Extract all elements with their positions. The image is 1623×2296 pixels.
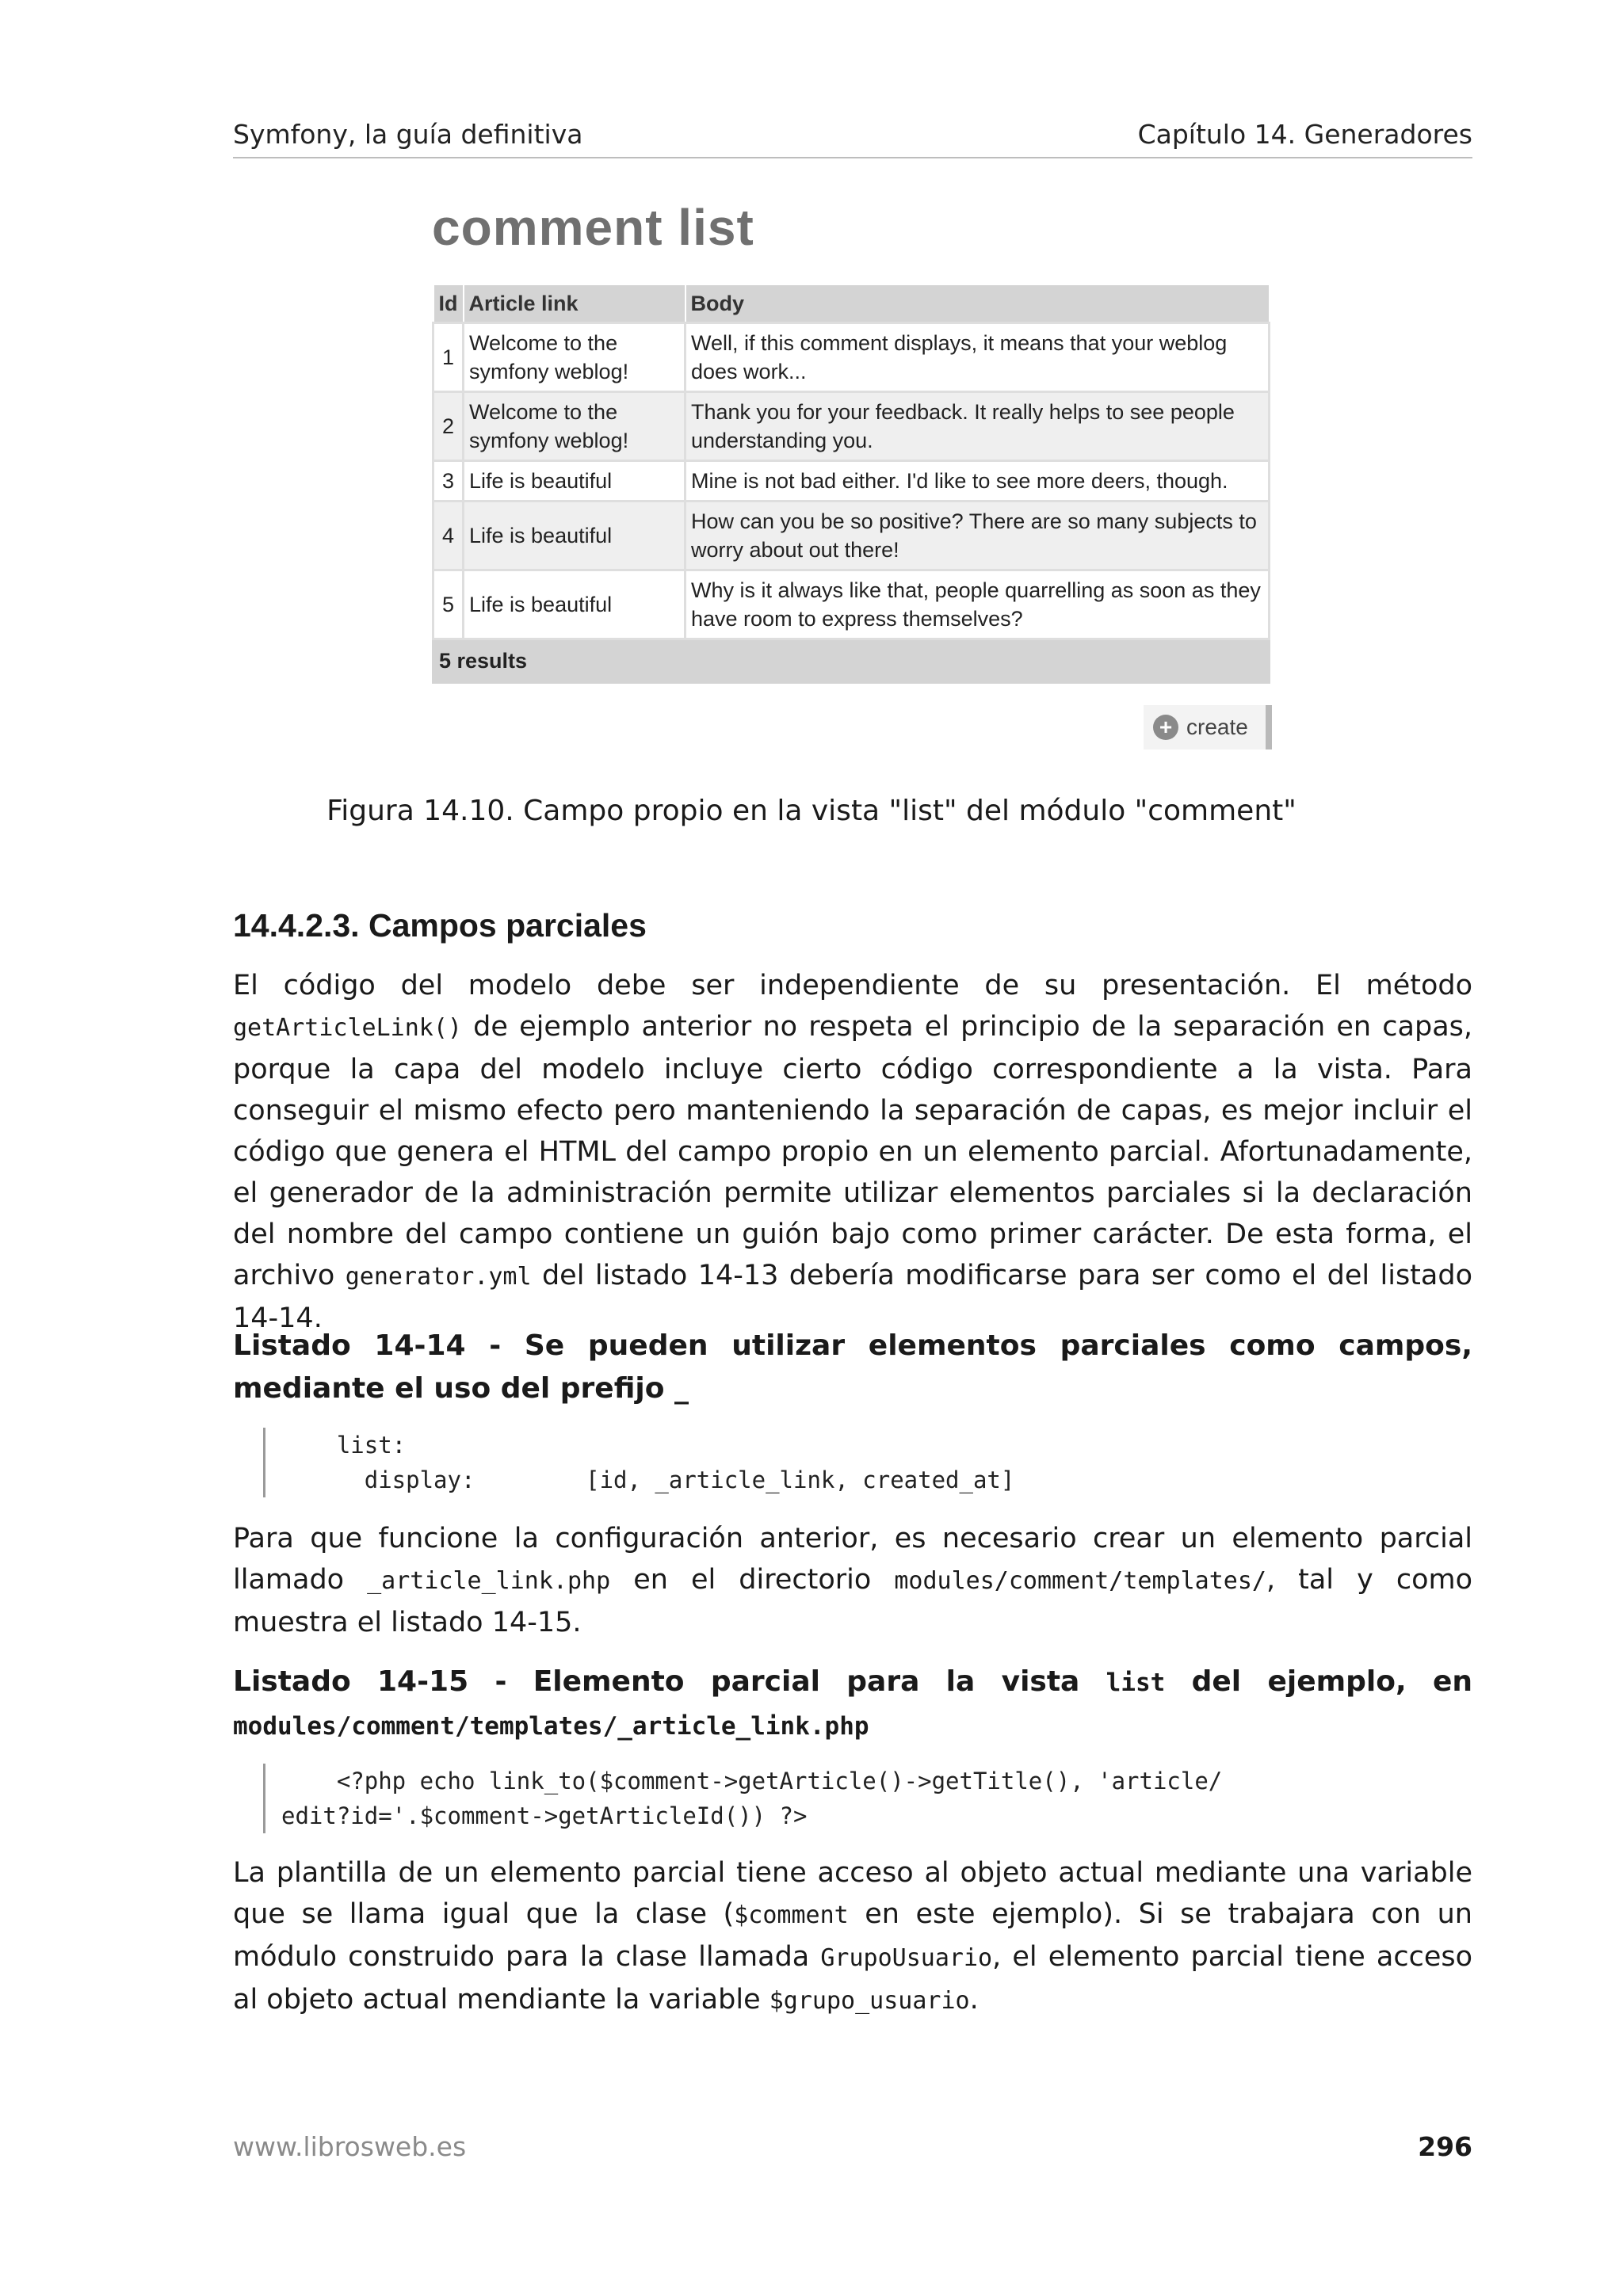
paragraph-intro xyxy=(233,965,1472,1339)
paragraph-text: , tal y como muestra el listado 14-15. xyxy=(233,1564,1472,1638)
table-row xyxy=(433,461,1270,502)
figure-caption: Figura 14.10. Campo propio en la vista "list" del módulo "comment" xyxy=(327,795,1296,827)
paragraph-text: en el directorio xyxy=(610,1564,895,1596)
paragraph-text: de ejemplo anterior no respeta el principio de la separación en capas, porque la capa del modelo incluye cierto código correspondiente a la vista. Para conseguir el mismo efecto pero manteniendo la separación de capas, es mejor incluir el código que genera el HTML del campo propio en un elemento parcial. Afortunadamente, el generador de la administración permite utilizar elementos parciales si la declaración del nombre del campo contiene un guión bajo como primer carácter. De esta forma, el archivo xyxy=(233,1011,1472,1291)
paragraph-text: El código del modelo debe ser independiente de su presentación. El método xyxy=(233,970,1472,1001)
paragraph-partial-variable xyxy=(233,1852,1472,2022)
results-count: 5 results xyxy=(433,639,1270,683)
paragraph-text: . xyxy=(969,1984,979,2016)
paragraph-partial-setup xyxy=(233,1518,1472,1643)
row-id[interactable]: 3 xyxy=(433,461,464,502)
column-header-body[interactable]: Body xyxy=(685,284,1270,323)
create-button-label: create xyxy=(1186,715,1248,739)
row-id[interactable]: 2 xyxy=(433,392,464,461)
row-article-link[interactable]: Welcome to the symfony weblog! xyxy=(464,392,685,461)
row-id[interactable]: 1 xyxy=(433,323,464,392)
table-row xyxy=(433,570,1270,639)
inline-code: getArticleLink() xyxy=(233,1014,462,1042)
header-divider xyxy=(233,157,1472,158)
column-header-id[interactable]: Id xyxy=(433,284,464,323)
results-row xyxy=(433,639,1270,683)
inline-code: list xyxy=(1106,1669,1166,1697)
inline-code: $grupo_usuario xyxy=(769,1987,970,2015)
inline-code: modules/comment/templates/ xyxy=(894,1567,1266,1595)
row-body: Mine is not bad either. I'd like to see more deers, though. xyxy=(685,461,1270,502)
row-body: Well, if this comment displays, it means that your weblog does work... xyxy=(685,323,1270,392)
listing-14-14-title: Listado 14-14 - Se pueden utilizar elementos parciales como campos, mediante el uso del prefijo _ xyxy=(233,1329,1472,1405)
create-button[interactable] xyxy=(1144,705,1272,749)
inline-code: generator.yml xyxy=(345,1263,532,1291)
inline-code: modules/comment/templates/_article_link.php xyxy=(233,1712,869,1741)
row-body: Why is it always like that, people quarrelling as soon as they have room to express themselves? xyxy=(685,570,1270,639)
plus-circle-icon: + xyxy=(1153,715,1178,740)
footer-website[interactable]: www.librosweb.es xyxy=(233,2131,467,2162)
paragraph-text: del listado 14-13 debería modificarse para ser como el del listado 14-14. xyxy=(233,1260,1472,1334)
figure-screenshot xyxy=(432,198,1272,761)
paragraph-text: en este ejemplo). Si se trabajara con un módulo construido para la clase llamada xyxy=(233,1898,1472,1973)
table-row xyxy=(433,392,1270,461)
figure-list-title: comment list xyxy=(432,199,754,256)
table-row xyxy=(433,502,1270,570)
paragraph-text: , el elemento parcial tiene acceso al objeto actual mendiante la variable xyxy=(233,1941,1473,2016)
row-id[interactable]: 4 xyxy=(433,502,464,570)
listing-14-15-title xyxy=(233,1661,1472,1748)
row-article-link[interactable]: Welcome to the symfony weblog! xyxy=(464,323,685,392)
row-article-link[interactable]: Life is beautiful xyxy=(464,461,685,502)
row-id[interactable]: 5 xyxy=(433,570,464,639)
inline-code: _article_link.php xyxy=(367,1567,611,1595)
inline-code: GrupoUsuario xyxy=(820,1944,993,1972)
table-row xyxy=(433,323,1270,392)
row-article-link[interactable]: Life is beautiful xyxy=(464,502,685,570)
listing-title-text: del ejemplo, en xyxy=(1165,1665,1472,1698)
header-chapter-title: Capítulo 14. Generadores xyxy=(1137,119,1472,150)
column-header-article-link[interactable]: Article link xyxy=(464,284,685,323)
row-body: Thank you for your feedback. It really helps to see people understanding you. xyxy=(685,392,1270,461)
section-heading: 14.4.2.3. Campos parciales xyxy=(233,907,647,944)
row-article-link[interactable]: Life is beautiful xyxy=(464,570,685,639)
listing-title-text: Listado 14-15 - Elemento parcial para la vista xyxy=(233,1665,1106,1698)
code-block-article-link-php: <?php echo link_to($comment->getArticle()->getTitle(), 'article/ edit?id='.$comment->getArticleId()) ?> xyxy=(263,1764,1222,1833)
paragraph-text: Para que funcione la configuración anterior, es necesario crear un elemento parcial llamado xyxy=(233,1523,1472,1596)
inline-code: $comment xyxy=(734,1901,849,1929)
table-header-row xyxy=(433,284,1270,323)
row-body: How can you be so positive? There are so many subjects to worry about out there! xyxy=(685,502,1270,570)
page-number: 296 xyxy=(1418,2131,1472,2162)
code-block-generator-yml: list: display: [id, _article_link, created_at] xyxy=(263,1428,1014,1497)
comment-list-table xyxy=(432,284,1270,684)
paragraph-text: La plantilla de un elemento parcial tiene acceso al objeto actual mediante una variable que se llama igual que la clase ( xyxy=(233,1857,1472,1930)
header-book-title: Symfony, la guía definitiva xyxy=(233,119,583,150)
